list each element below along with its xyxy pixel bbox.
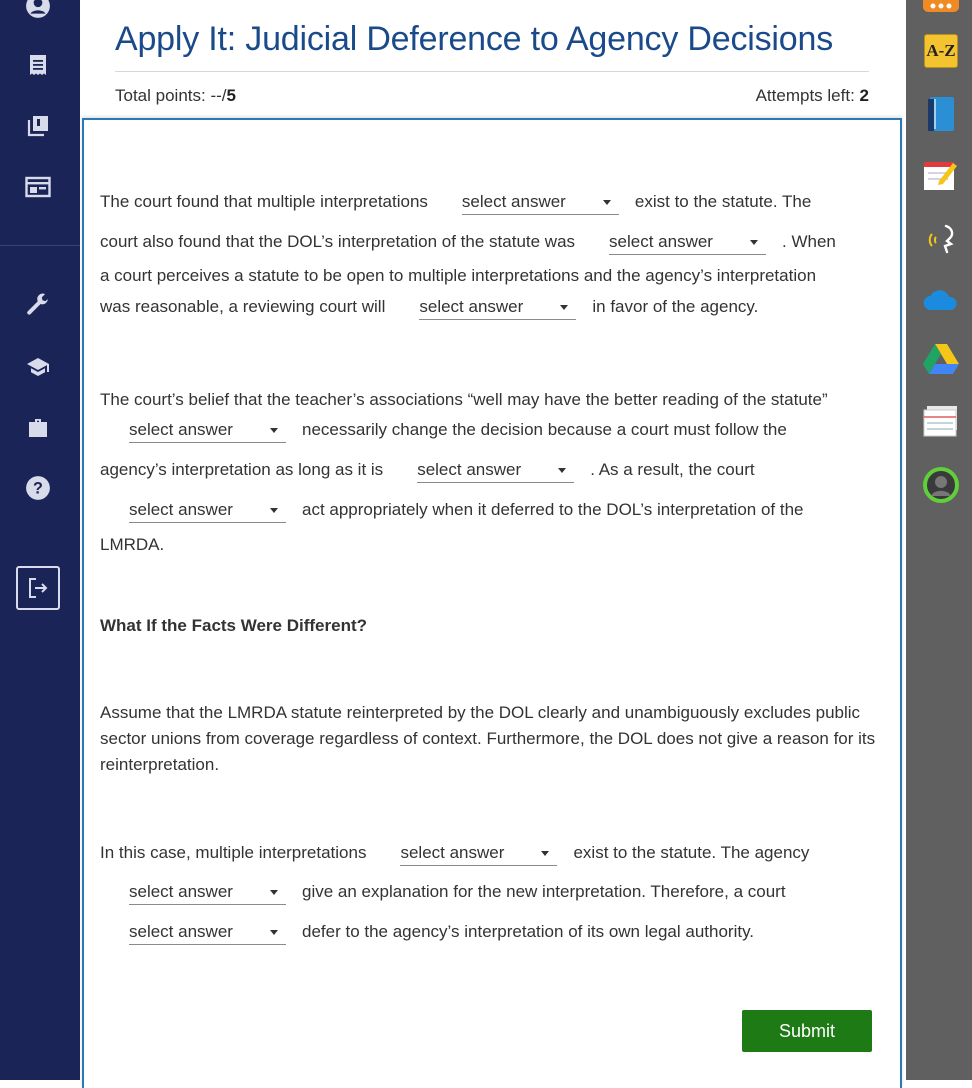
- nav-divider: [0, 245, 80, 246]
- attempts-value: 2: [859, 86, 869, 105]
- notepad-icon[interactable]: [922, 155, 960, 193]
- attempts-left: [756, 86, 869, 106]
- p4-text: defer to the agency’s interpretation of its own legal authority.: [302, 922, 755, 941]
- answer-select-8[interactable]: [129, 880, 286, 905]
- p2-text: act appropriately when it deferred to the DOL’s interpretation of the: [302, 500, 804, 519]
- p2-text: . As a result, the court: [590, 460, 755, 479]
- p4-text: give an explanation for the new interpretation. Therefore, a court: [302, 882, 786, 901]
- p2-line-3: [100, 455, 755, 485]
- onedrive-icon[interactable]: [922, 280, 960, 318]
- caret-down-icon: [750, 240, 758, 245]
- main-content: [80, 0, 906, 1080]
- p1-line-1: [100, 187, 811, 217]
- answer-select-9[interactable]: [129, 920, 286, 945]
- points-label: Total points: --/: [115, 86, 227, 105]
- p2-line-1: The court’s belief that the teacher’s associations “well may have the better reading of the statute”: [100, 390, 828, 409]
- select-placeholder: select answer: [400, 843, 505, 862]
- assignments-icon[interactable]: [22, 49, 54, 81]
- select-placeholder: select answer: [129, 500, 233, 519]
- p4-line-2: [100, 877, 786, 907]
- select-placeholder: select answer: [461, 192, 566, 211]
- library-icon[interactable]: [22, 110, 54, 142]
- p1-text: The court found that multiple interpretations: [100, 192, 428, 211]
- select-placeholder: select answer: [129, 420, 233, 439]
- logout-icon: [26, 576, 50, 600]
- dashboard-icon[interactable]: [22, 171, 54, 203]
- ebook-icon[interactable]: [922, 95, 960, 133]
- submit-button[interactable]: Submit: [742, 1010, 872, 1052]
- scenario-paragraph: Assume that the LMRDA statute reinterpreted by the DOL clearly and unambiguously excludes public sector unions from coverage regardless of context. Furthermore, the DOL does not give a reason for its reinterpretation.: [100, 703, 876, 774]
- caret-down-icon: [558, 468, 566, 473]
- p2-line-2: [100, 415, 787, 445]
- attempts-label: Attempts left:: [755, 86, 860, 105]
- p4-line-3: [100, 917, 754, 947]
- answer-select-4[interactable]: [129, 418, 286, 443]
- section-heading: What If the Facts Were Different?: [100, 616, 367, 635]
- dictionary-az-icon[interactable]: [922, 32, 960, 70]
- p4-text: exist to the statute. The agency: [573, 843, 810, 862]
- left-sidebar: [0, 0, 80, 1080]
- answer-select-7[interactable]: [400, 841, 557, 866]
- profile-ring-icon[interactable]: [922, 466, 960, 504]
- account-icon[interactable]: [22, 0, 54, 22]
- tools-icon[interactable]: [22, 290, 54, 322]
- orange-app-icon[interactable]: [922, 0, 960, 16]
- select-placeholder: select answer: [419, 297, 524, 316]
- p1-text: . When: [782, 232, 836, 251]
- caret-down-icon: [560, 305, 568, 310]
- caret-down-icon: [270, 890, 278, 895]
- briefcase-icon[interactable]: [22, 412, 54, 444]
- points-value: 5: [226, 86, 236, 105]
- az-label: A-Z: [924, 34, 958, 68]
- caret-down-icon: [270, 930, 278, 935]
- p2-text: necessarily change the decision because a court must follow the: [302, 420, 787, 439]
- select-placeholder: select answer: [609, 232, 713, 251]
- google-drive-icon[interactable]: [922, 340, 960, 378]
- caret-down-icon: [603, 200, 611, 205]
- p1-text: in favor of the agency.: [592, 297, 759, 316]
- p1-line-2: [100, 227, 836, 257]
- select-placeholder: select answer: [129, 922, 233, 941]
- answer-select-3[interactable]: [419, 295, 576, 320]
- p2-line-4: [100, 495, 803, 525]
- p1-text: exist to the statute. The: [634, 192, 812, 211]
- select-placeholder: select answer: [129, 882, 233, 901]
- answer-select-1[interactable]: [462, 190, 619, 215]
- page-title: Apply It: Judicial Deference to Agency Decisions: [115, 20, 833, 58]
- p4-line-1: [100, 838, 809, 868]
- right-toolbar: [906, 0, 972, 1080]
- logout-button[interactable]: [16, 566, 60, 610]
- answer-select-6[interactable]: [129, 498, 286, 523]
- answer-select-2[interactable]: [609, 230, 766, 255]
- p4-text: In this case, multiple interpretations: [100, 843, 367, 862]
- caret-down-icon: [270, 428, 278, 433]
- caret-down-icon: [541, 851, 549, 856]
- answer-select-5[interactable]: [417, 458, 574, 483]
- graduation-cap-icon[interactable]: [22, 351, 54, 383]
- p1-line-3: a court perceives a statute to be open to multiple interpretations and the agency’s interpretation: [100, 266, 817, 285]
- p2-line-5: LMRDA.: [100, 535, 165, 554]
- title-divider: [115, 71, 869, 72]
- total-points: [115, 86, 236, 106]
- text-to-speech-icon[interactable]: [922, 220, 960, 258]
- p1-text: was reasonable, a reviewing court will: [100, 297, 386, 316]
- flashcards-icon[interactable]: [922, 402, 960, 440]
- select-placeholder: select answer: [417, 460, 522, 479]
- p1-line-4: [100, 292, 758, 322]
- help-icon[interactable]: [22, 472, 54, 504]
- p1-text: court also found that the DOL’s interpretation of the statute was: [100, 232, 576, 251]
- caret-down-icon: [270, 508, 278, 513]
- svg-text:?: ?: [33, 479, 43, 498]
- question-panel: [82, 118, 902, 1088]
- p2-text: agency’s interpretation as long as it is: [100, 460, 384, 479]
